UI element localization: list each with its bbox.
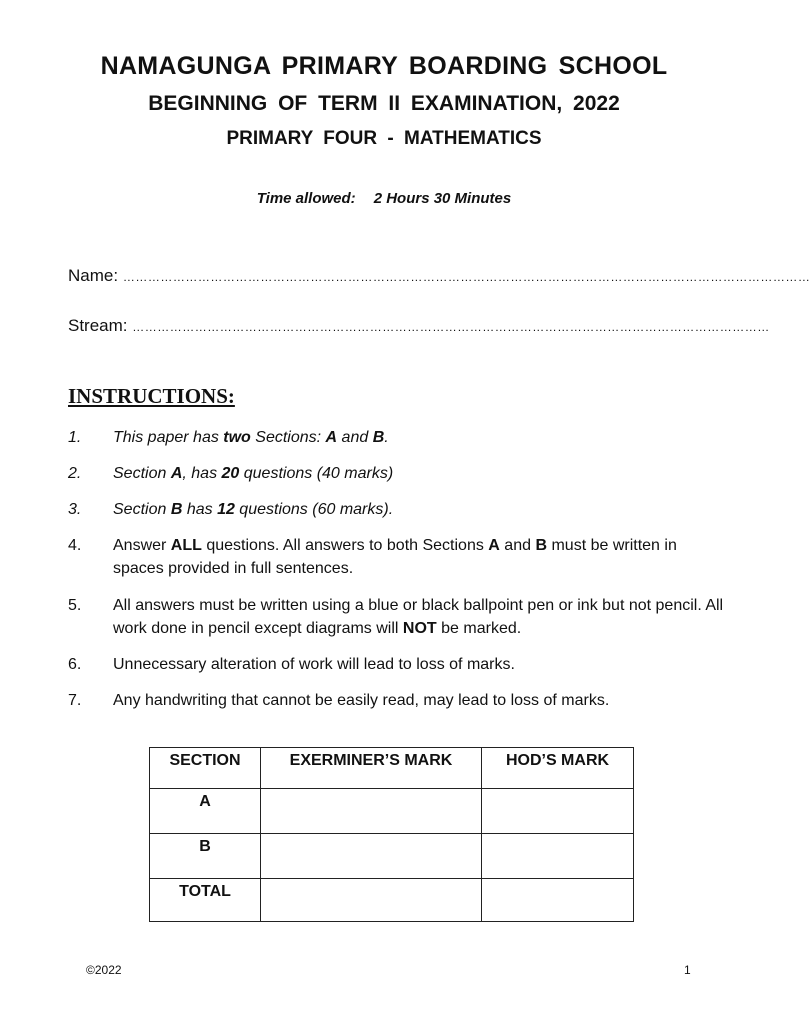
text: has xyxy=(182,501,218,518)
text: must be written in spaces provided in full sentences. xyxy=(113,537,677,577)
text: Sections: xyxy=(250,429,326,446)
stream-dotted-line[interactable]: ……………………………………………………………………………………………………………………………………… xyxy=(132,320,770,334)
instruction-number: 7. xyxy=(68,692,82,709)
copyright: ©2022 xyxy=(86,963,122,977)
table-header-row xyxy=(150,748,634,789)
examiner-mark-cell[interactable] xyxy=(261,834,482,879)
instruction-item-7 xyxy=(68,689,728,712)
instruction-number: 3. xyxy=(68,501,82,518)
text: Section xyxy=(113,501,171,518)
bold-text: B xyxy=(372,429,385,446)
section-cell: TOTAL xyxy=(150,879,261,922)
instruction-item-4 xyxy=(68,534,728,580)
bold-text: two xyxy=(223,429,251,446)
name-label: Name: xyxy=(68,266,119,285)
marks-table xyxy=(149,747,634,922)
exam-title: BEGINNING OF TERM II EXAMINATION, 2022 xyxy=(148,92,620,115)
bold-text: 12 xyxy=(217,501,235,518)
instruction-item-6 xyxy=(68,653,728,676)
bold-text: NOT xyxy=(402,620,437,637)
name-field[interactable] xyxy=(68,266,810,286)
time-label: Time allowed: xyxy=(256,190,356,207)
instruction-number: 1. xyxy=(68,429,82,446)
instruction-item-5 xyxy=(68,594,728,640)
examiner-mark-cell[interactable] xyxy=(261,789,482,834)
bold-text: B xyxy=(535,537,548,554)
text: . xyxy=(384,429,389,446)
name-dotted-line[interactable]: ………………………………………………………………………………………………………………………………………………… xyxy=(122,270,810,284)
instruction-number: 5. xyxy=(68,597,82,614)
table-row xyxy=(150,879,634,922)
instruction-item-2 xyxy=(68,462,728,485)
instruction-text: Unnecessary alteration of work will lead to loss of marks. xyxy=(113,656,515,673)
examiner-mark-cell[interactable] xyxy=(261,879,482,922)
bold-text: A xyxy=(488,537,500,554)
text: All answers must be written using a blue or black ballpoint pen or ink but not pencil. All work done in pencil except diagrams will xyxy=(113,597,724,637)
instructions-heading: INSTRUCTIONS: xyxy=(68,384,235,408)
text: and xyxy=(337,429,373,446)
instruction-number: 4. xyxy=(68,537,82,554)
text: Section xyxy=(113,465,171,482)
text: be marked. xyxy=(436,620,522,637)
header-section: SECTION xyxy=(150,748,261,789)
subject-title: PRIMARY FOUR - MATHEMATICS xyxy=(226,128,542,149)
text: questions (60 marks). xyxy=(234,501,394,518)
hod-mark-cell[interactable] xyxy=(482,879,634,922)
school-name: NAMAGUNGA PRIMARY BOARDING SCHOOL xyxy=(100,52,668,80)
page-number: 1 xyxy=(684,963,691,977)
header-examiner-mark: EXERMINER’S MARK xyxy=(261,748,482,789)
table-row xyxy=(150,834,634,879)
bold-text: ALL xyxy=(170,537,202,554)
hod-mark-cell[interactable] xyxy=(482,834,634,879)
hod-mark-cell[interactable] xyxy=(482,789,634,834)
header-hod-mark: HOD’S MARK xyxy=(482,748,634,789)
text: questions (40 marks) xyxy=(239,465,394,482)
time-allowed xyxy=(0,190,768,207)
table-row xyxy=(150,789,634,834)
section-cell: B xyxy=(150,834,261,879)
text: Answer xyxy=(113,537,171,554)
bold-text: B xyxy=(170,501,183,518)
bold-text: A xyxy=(325,429,338,446)
instruction-item-3 xyxy=(68,498,728,521)
instruction-number: 2. xyxy=(68,465,82,482)
stream-label: Stream: xyxy=(68,316,128,335)
bold-text: 20 xyxy=(221,465,240,482)
section-cell: A xyxy=(150,789,261,834)
instruction-number: 6. xyxy=(68,656,82,673)
stream-field[interactable] xyxy=(68,316,770,336)
instruction-text: Any handwriting that cannot be easily read, may lead to loss of marks. xyxy=(113,692,610,709)
text: and xyxy=(499,537,536,554)
text: questions. All answers to both Sections xyxy=(201,537,489,554)
bold-text: A xyxy=(170,465,183,482)
text: This paper has xyxy=(113,429,224,446)
time-value: 2 Hours 30 Minutes xyxy=(373,190,512,207)
instruction-item-1 xyxy=(68,426,728,449)
text: , has xyxy=(182,465,222,482)
